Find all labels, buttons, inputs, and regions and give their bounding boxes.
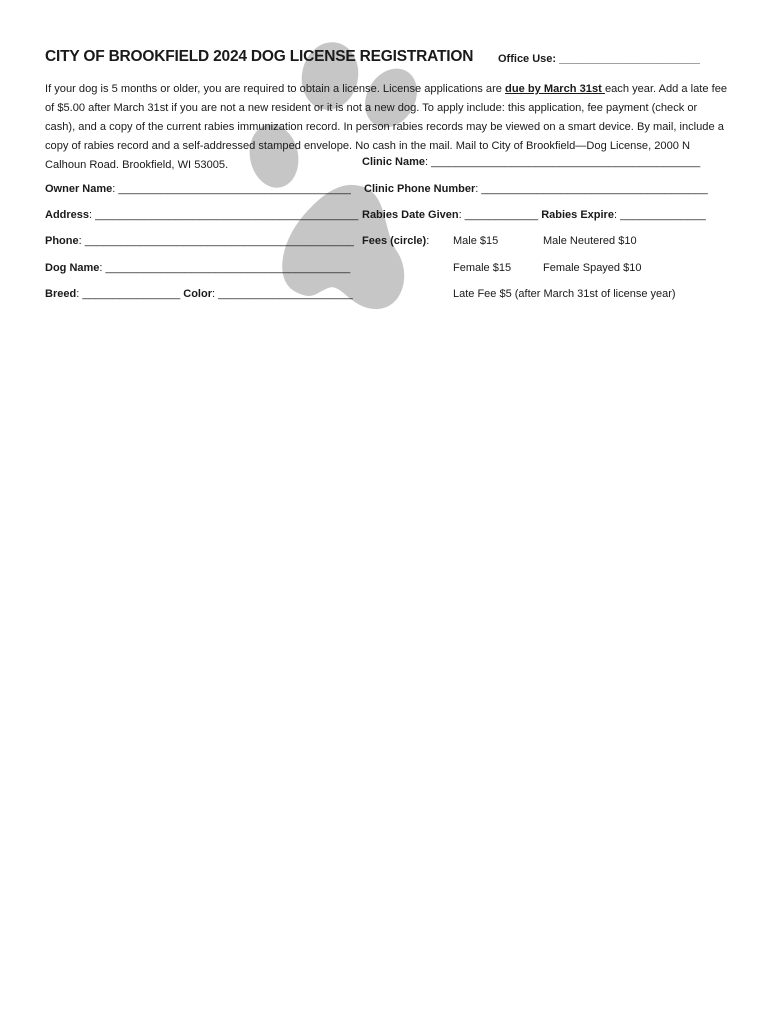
fee-option-late-fee[interactable]: Late Fee $5 (after March 31st of license year) [453, 288, 676, 300]
clinic-phone-label: Clinic Phone Number [364, 183, 476, 195]
clinic-phone-line[interactable]: _____________________________________ [481, 183, 708, 195]
clinic-name-label: Clinic Name [362, 156, 425, 168]
due-date-emphasis: due by March 31st [505, 83, 605, 95]
dog-name-line[interactable]: ________________________________________ [105, 262, 351, 274]
phone-label: Phone [45, 235, 79, 247]
breed-line[interactable]: ________________ [82, 288, 181, 300]
office-use-field: Office Use: _______________________ [498, 53, 700, 65]
instructions-text-2: each year. Add a late fee of $5.00 after March 31st if you are not a new resident or it is not a new dog. To apply include: this application, fee payment (check or cash), and a copy of the current rabies immunization record. In person rabies records may be viewed on a smart device. By mail, include a copy of rabies record and a self-addressed stamped envelope. No cash in the mail. Mail to City of Brookfield—Dog License, 2000 N Calhoun Road. Brookfield, WI 53005. [45, 83, 728, 171]
clinic-name-line[interactable]: ____________________________________________ [431, 156, 701, 168]
rabies-dates-field: Rabies Date Given: ____________ Rabies Expire: ______________ [362, 209, 706, 221]
fee-option-male[interactable]: Male $15 [453, 235, 499, 247]
breed-label: Breed [45, 288, 77, 300]
dog-name-label: Dog Name [45, 262, 100, 274]
dog-name-field: Dog Name: ________________________________________ [45, 262, 351, 274]
phone-line[interactable]: ____________________________________________ [84, 235, 354, 247]
breed-color-field: Breed: ________________ Color: ______________________ [45, 288, 353, 300]
address-field: Address: ___________________________________________ [45, 209, 359, 221]
page-title: CITY OF BROOKFIELD 2024 DOG LICENSE REGISTRATION [45, 48, 474, 65]
instructions-text-1: If your dog is 5 months or older, you are required to obtain a license. License applications are [45, 83, 506, 95]
owner-name-line[interactable]: ______________________________________ [118, 183, 351, 195]
rabies-expire-line[interactable]: ______________ [620, 209, 706, 221]
fee-option-female-spayed[interactable]: Female Spayed $10 [543, 262, 642, 274]
address-label: Address [45, 209, 90, 221]
fees-field: Fees (circle): [362, 235, 430, 247]
fee-option-male-neutered[interactable]: Male Neutered $10 [543, 235, 637, 247]
clinic-name-field: Clinic Name: ____________________________________________ [362, 156, 701, 168]
color-line[interactable]: ______________________ [218, 288, 353, 300]
rabies-given-label: Rabies Date Given [362, 209, 459, 221]
office-use-line[interactable]: _______________________ [559, 53, 700, 65]
owner-name-label: Owner Name [45, 183, 113, 195]
rabies-given-line[interactable]: ____________ [464, 209, 539, 221]
rabies-expire-label: Rabies Expire [541, 209, 614, 221]
phone-field: Phone: ____________________________________________ [45, 235, 354, 247]
address-line[interactable]: ___________________________________________ [95, 209, 359, 221]
owner-name-field: Owner Name: ______________________________________ [45, 183, 351, 195]
office-use-label: Office Use [498, 53, 553, 65]
clinic-phone-field: Clinic Phone Number: _____________________________________ [364, 183, 708, 195]
fee-option-female[interactable]: Female $15 [453, 262, 512, 274]
fees-label: Fees (circle) [362, 235, 427, 247]
color-label: Color [183, 288, 212, 300]
